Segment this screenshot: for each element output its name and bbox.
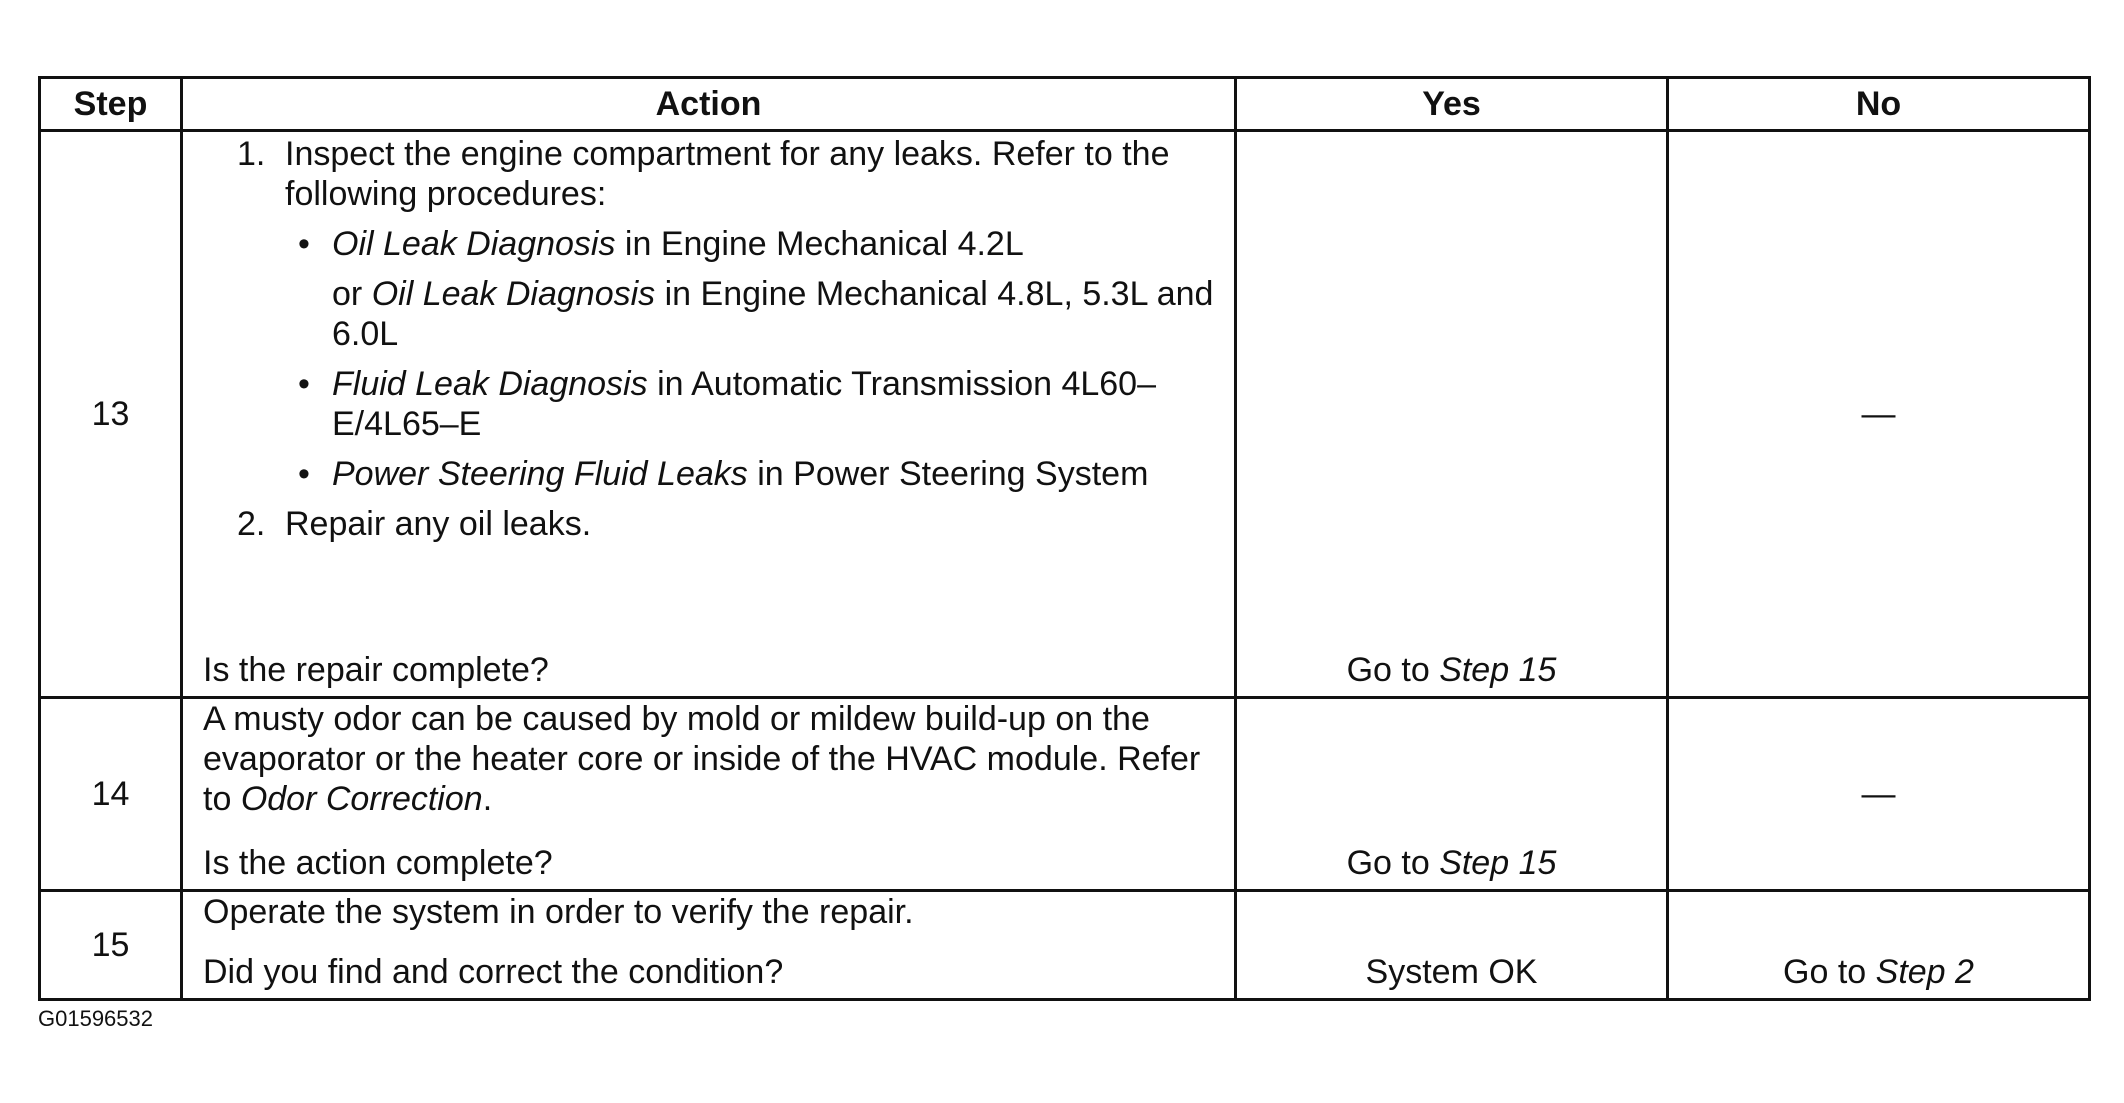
action-content — [203, 699, 1214, 883]
header-no: No — [1668, 78, 2090, 131]
item-text: Repair any oil leaks. — [285, 505, 592, 543]
header-step: Step — [40, 78, 182, 131]
yes-cell — [1236, 131, 1668, 698]
yes-result — [1237, 843, 1666, 889]
yes-cell — [1236, 698, 1668, 891]
procedure-location: in Power Steering System — [747, 455, 1149, 493]
header-yes: Yes — [1236, 78, 1668, 131]
yes-cell — [1236, 891, 1668, 1000]
bullet-icon: • — [298, 365, 310, 403]
action-text-body: A musty odor can be caused by mold or mildew build-up on the evaporator or the heater core or inside of the HVAC module. Refer to — [203, 700, 1201, 818]
action-steps — [203, 132, 1214, 544]
numbered-item — [237, 504, 1214, 544]
item-text: Inspect the engine compartment for any leaks. Refer to the following procedures: — [285, 135, 1170, 213]
step-link[interactable]: Step 15 — [1439, 844, 1557, 882]
procedure-reference: Oil Leak Diagnosis — [332, 225, 616, 263]
bullet-text — [332, 364, 1214, 444]
procedure-location: in Automatic Transmission 4L60–E/4L65–E — [332, 365, 1156, 443]
step-question: Is the action complete? — [203, 844, 553, 882]
goto-prefix: Go to — [1783, 953, 1876, 991]
header-row — [40, 78, 2090, 131]
yes-result: System OK — [1365, 953, 1538, 991]
table-row-step-13 — [40, 131, 2090, 698]
no-result — [1669, 952, 2088, 998]
item-number: 1. — [237, 135, 266, 173]
bullet-item — [298, 454, 1214, 494]
numbered-item — [237, 134, 1214, 214]
procedure-reference[interactable]: Odor Correction — [240, 780, 483, 818]
action-text-end: . — [482, 780, 493, 818]
step-number: 13 — [40, 131, 182, 698]
action-content — [203, 132, 1214, 690]
step-number: 15 — [40, 891, 182, 1000]
no-result: — — [1668, 698, 2090, 891]
no-result: — — [1668, 131, 2090, 698]
step-link[interactable]: Step 2 — [1875, 953, 1974, 991]
step-question: Did you find and correct the condition? — [203, 953, 784, 991]
step-number: 14 — [40, 698, 182, 891]
goto-prefix: Go to — [1346, 844, 1440, 882]
action-content — [203, 892, 1214, 992]
action-cell — [182, 891, 1236, 1000]
procedure-reference: Oil Leak Diagnosis — [371, 275, 656, 313]
no-cell — [1668, 891, 2090, 1000]
procedure-location: in Engine Mechanical 4.2L — [615, 225, 1024, 263]
bullet-icon: • — [298, 225, 310, 263]
item-number: 2. — [237, 505, 266, 543]
or-prefix: or — [332, 275, 372, 313]
action-cell — [182, 698, 1236, 891]
action-cell — [182, 131, 1236, 698]
procedure-reference: Power Steering Fluid Leaks — [332, 455, 748, 493]
yes-result — [1237, 650, 1666, 696]
goto-prefix: Go to — [1346, 651, 1440, 689]
table-row-step-14 — [40, 698, 2090, 891]
action-text: Operate the system in order to verify the repair. — [203, 893, 914, 931]
diagnostic-table — [38, 76, 2091, 1001]
procedure-reference: Fluid Leak Diagnosis — [332, 365, 648, 403]
table-row-step-15 — [40, 891, 2090, 1000]
bullet-item — [298, 364, 1214, 444]
step-link[interactable]: Step 15 — [1439, 651, 1557, 689]
figure-id: G01596532 — [38, 1006, 153, 1031]
bullet-text — [332, 224, 1214, 264]
bullet-icon: • — [298, 455, 310, 493]
bullet-text — [332, 454, 1214, 494]
header-action: Action — [182, 78, 1236, 131]
alternate-reference — [332, 274, 1214, 354]
action-text — [203, 699, 1214, 819]
step-question: Is the repair complete? — [203, 651, 549, 689]
procedure-location: in Engine Mechanical 4.8L, 5.3L and 6.0L — [332, 275, 1214, 353]
bullet-item — [298, 224, 1214, 264]
